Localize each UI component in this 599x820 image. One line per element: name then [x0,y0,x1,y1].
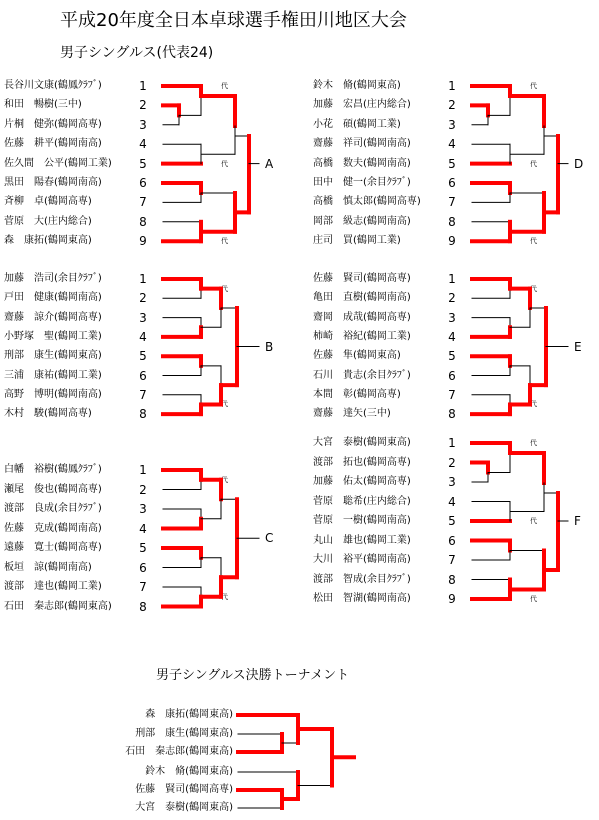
player-name: 丸山 雄也(鶴岡工業) [313,534,411,546]
rep-mark: 代 [530,284,537,293]
player-name: 遠藤 寛士(鶴岡高専) [4,542,102,553]
seed-number: 2 [139,98,147,113]
player-name: 本間 彰(鶴岡高専) [313,388,401,400]
player-name: 高野 博明(鶴岡南高) [4,388,102,400]
final-player-name: 佐藤 賢司(鶴岡高専) [135,784,233,795]
block-label: A [265,156,274,171]
seed-number: 7 [448,553,456,567]
player-name: 佐藤 隼(鶴岡東高) [313,350,401,362]
player-name: 小花 碩(鶴岡工業) [313,118,401,130]
player-name: 渡部 達也(鶴岡工業) [4,581,102,592]
seed-number: 7 [448,387,456,402]
player-name: 渡部 智成(余目ｸﾗﾌﾞ) [313,573,411,585]
block-label: E [574,339,582,354]
player-name: 石川 貴志(余目ｸﾗﾌﾞ) [313,369,411,381]
page-subtitle: 男子シングルス(代表24) [60,45,214,61]
block-label: D [574,156,584,171]
rep-mark: 代 [221,592,228,601]
player-name: 石田 秦志郎(鶴岡東高) [4,600,112,612]
rep-mark: 代 [530,82,537,90]
seed-number: 2 [448,455,456,470]
seed-number: 7 [448,195,456,210]
player-name: 菅原 大(庄内総合) [4,215,92,227]
player-name: 長谷川文康(鶴鳳ｸﾗﾌﾞ) [4,80,102,91]
player-name: 加藤 浩司(余目ｸﾗﾌﾞ) [4,273,102,284]
seed-number: 3 [448,117,456,132]
player-name: 松田 智湖(鶴岡南高) [313,593,411,604]
rep-mark: 代 [221,82,228,90]
player-name: 大宮 泰樹(鶴岡東高) [313,437,411,448]
player-name: 板垣 諒(鶴岡南高) [4,561,92,573]
block-label: C [265,531,274,546]
player-name: 高橋 慎太郎(鶴岡高専) [313,196,421,208]
player-name: 高橋 数夫(鶴岡南高) [313,157,411,169]
player-name: 岡部 級志(鶴岡南高) [313,215,411,227]
player-name: 斉柳 卓(鶴岡高専) [4,196,92,208]
rep-mark: 代 [221,284,228,293]
player-name: 菅原 聡希(庄内総合) [313,495,411,507]
rep-mark: 代 [530,517,537,525]
seed-number: 2 [448,291,456,306]
seed-number: 8 [139,214,147,229]
seed-number: 6 [139,176,147,190]
final-player-name: 鈴木 脩(鶴岡東高) [145,766,233,777]
rep-mark: 代 [530,237,537,246]
seed-number: 5 [139,541,147,555]
seed-number: 9 [139,234,147,249]
player-name: 庄司 買(鶴岡工業) [313,235,401,247]
player-name: 鈴木 脩(鶴岡東高) [313,80,401,91]
player-name: 大川 裕平(鶴岡南高) [313,554,411,565]
player-name: 和田 暢樹(三中) [4,99,82,111]
player-name: 佐藤 耕平(鶴岡南高) [4,138,102,150]
seed-number: 5 [139,349,147,364]
player-name: 小野塚 聖(鶴岡工業) [4,330,102,342]
player-name: 刑部 康生(鶴岡東高) [4,350,102,362]
player-name: 白幡 裕樹(鶴鳳ｸﾗﾌﾞ) [4,464,102,475]
seed-number: 2 [448,98,456,113]
seed-number: 7 [139,387,147,402]
seed-number: 4 [139,137,147,152]
rep-mark: 代 [530,439,537,447]
block-label: F [574,514,581,528]
player-name: 木村 駿(鶴岡高専) [4,408,92,420]
seed-number: 3 [448,475,456,489]
page-title: 平成20年度全日本卓球選手権田川地区大会 [60,10,407,31]
player-name: 齋藤 達矢(三中) [313,408,391,420]
final-player-name: 大宮 泰樹(鶴岡東高) [135,802,233,813]
seed-number: 3 [139,502,147,516]
player-name: 佐久間 公平(鶴岡工業) [4,157,112,169]
rep-mark: 代 [221,237,228,246]
player-name: 片桐 健弥(鶴岡高専) [4,118,102,130]
seed-number: 6 [139,368,147,383]
seed-number: 1 [139,79,147,93]
seed-number: 1 [448,436,456,450]
seed-number: 5 [448,156,456,171]
rep-mark: 代 [530,400,537,409]
final-player-name: 刑部 康生(鶴岡東高) [135,728,233,739]
seed-number: 4 [448,329,456,344]
seed-number: 4 [448,137,456,152]
seed-number: 8 [448,572,456,587]
seed-number: 1 [139,272,147,286]
seed-number: 6 [448,176,456,190]
player-name: 瀬尾 俊也(鶴岡高専) [4,483,102,495]
seed-number: 8 [448,214,456,229]
player-name: 齋藤 祥司(鶴岡南高) [313,138,411,150]
seed-number: 6 [448,368,456,383]
seed-number: 3 [139,117,147,132]
block-label: B [265,339,274,354]
player-name: 黒田 陽春(鶴岡南高) [4,177,102,188]
player-name: 菅原 一樹(鶴岡南高) [313,515,411,526]
player-name: 齋藤 諒介(鶴岡高専) [4,311,102,323]
rep-mark: 代 [530,159,537,168]
seed-number: 5 [139,156,147,171]
player-name: 齋岡 成哉(鶴岡高専) [313,311,411,323]
player-name: 三浦 康祐(鶴岡工業) [4,369,102,381]
seed-number: 4 [139,521,147,536]
player-name: 加藤 宏昌(庄内総合) [313,99,411,111]
rep-mark: 代 [530,595,537,603]
seed-number: 5 [448,514,456,528]
rep-mark: 代 [221,475,228,484]
final-tournament-title: 男子シングルス決勝トーナメント [156,668,350,683]
rep-mark: 代 [221,400,228,409]
seed-number: 8 [139,599,147,614]
player-name: 亀田 直樹(鶴岡南高) [313,292,411,304]
seed-number: 7 [139,580,147,594]
seed-number: 5 [448,349,456,364]
seed-number: 1 [448,79,456,93]
seed-number: 8 [139,407,147,422]
seed-number: 6 [448,533,456,548]
seed-number: 4 [448,494,456,509]
seed-number: 2 [139,291,147,306]
seed-number: 3 [139,310,147,325]
seed-number: 1 [139,463,147,477]
player-name: 森 康拓(鶴岡東高) [4,235,92,247]
player-name: 戸田 健康(鶴岡南高) [4,292,102,304]
final-player-name: 森 康拓(鶴岡東高) [145,709,233,720]
player-name: 加藤 佑太(鶴岡高専) [313,476,411,487]
player-name: 佐藤 克成(鶴岡南高) [4,522,102,534]
player-name: 佐藤 賢司(鶴岡高専) [313,273,411,284]
final-player-name: 石田 秦志郎(鶴岡東高) [125,746,233,757]
seed-number: 1 [448,272,456,286]
player-name: 田中 健一(余目ｸﾗﾌﾞ) [313,177,411,188]
seed-number: 7 [139,195,147,210]
seed-number: 4 [139,329,147,344]
seed-number: 8 [448,407,456,422]
seed-number: 2 [139,482,147,497]
player-name: 渡部 良成(余目ｸﾗﾌﾞ) [4,503,102,514]
seed-number: 9 [448,592,456,606]
player-name: 渡部 拓也(鶴岡高専) [313,456,411,468]
seed-number: 9 [448,234,456,249]
rep-mark: 代 [221,159,228,168]
seed-number: 3 [448,310,456,325]
seed-number: 6 [139,560,147,575]
player-name: 柿崎 裕紀(鶴岡工業) [313,330,411,342]
